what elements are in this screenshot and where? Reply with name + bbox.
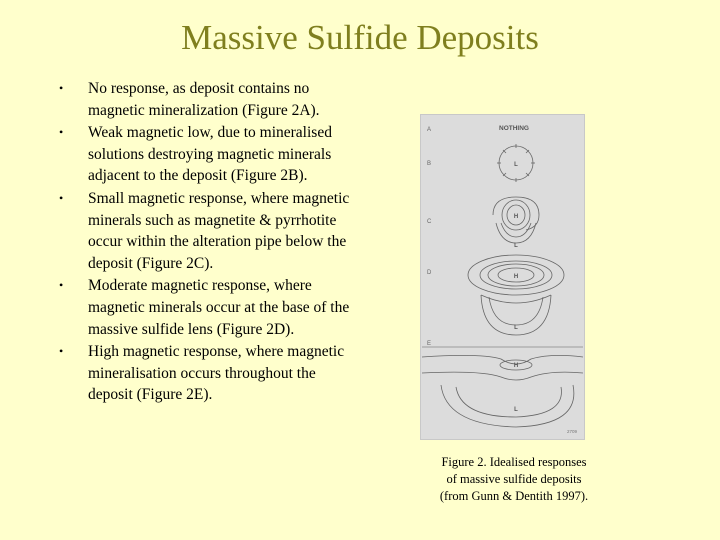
- bullet-marker: •: [59, 190, 64, 205]
- panel-d-anomaly: [468, 255, 564, 335]
- bullet-marker: •: [59, 344, 64, 359]
- bullet-item: [56, 122, 356, 187]
- caption-line: of massive sulfide deposits: [446, 472, 582, 486]
- panel-letter-e: E: [427, 341, 432, 347]
- bullet-marker: •: [59, 125, 64, 140]
- low-marker: L: [514, 325, 518, 331]
- bullet-text: High magnetic response, where magnetic mineralisation occurs throughout the deposit (Figure 2E).: [88, 343, 345, 404]
- bullet-text: Weak magnetic low, due to mineralised solutions destroying magnetic minerals adjacent to the deposit (Figure 2B).: [88, 124, 332, 185]
- caption-line: (from Gunn & Dentith 1997).: [439, 489, 589, 503]
- bullet-marker: •: [59, 81, 64, 95]
- panel-letter-b: B: [427, 161, 432, 167]
- high-marker: H: [513, 363, 519, 369]
- bullet-list: [56, 78, 356, 407]
- bullet-item: [56, 341, 356, 406]
- panel-c-anomaly: [493, 197, 539, 243]
- bullet-item: [56, 188, 356, 274]
- panel-e-anomaly: [422, 347, 583, 427]
- low-marker: L: [514, 407, 518, 413]
- caption-line: Figure 2. Idealised responses: [441, 455, 587, 469]
- magnetic-response-figure: [420, 114, 585, 440]
- figure-caption: [424, 454, 604, 505]
- panel-letter-c: C: [427, 219, 432, 225]
- high-marker: H: [513, 214, 519, 220]
- bullet-text: Small magnetic response, where magnetic minerals such as magnetite & pyrrhotite occur within the alteration pipe below the deposit (Figure 2C).: [88, 189, 350, 272]
- bullet-item: [56, 78, 356, 121]
- high-marker: H: [513, 274, 519, 280]
- slide-title: Massive Sulfide Deposits: [181, 18, 539, 57]
- panel-letter-a: A: [427, 127, 432, 133]
- figure-diagram: [421, 115, 584, 439]
- nothing-label: NOTHING: [499, 125, 529, 132]
- bullet-marker: •: [59, 278, 64, 293]
- bullet-text: No response, as deposit contains no magnetic mineralization (Figure 2A).: [88, 80, 320, 119]
- bullet-text: Moderate magnetic response, where magnetic minerals occur at the base of the massive sulfide lens (Figure 2D).: [88, 277, 350, 338]
- low-marker: L: [514, 162, 518, 168]
- low-marker: L: [514, 243, 518, 249]
- panel-letter-d: D: [427, 270, 432, 276]
- figure-number: 2709: [566, 429, 577, 434]
- bullet-item: [56, 275, 356, 340]
